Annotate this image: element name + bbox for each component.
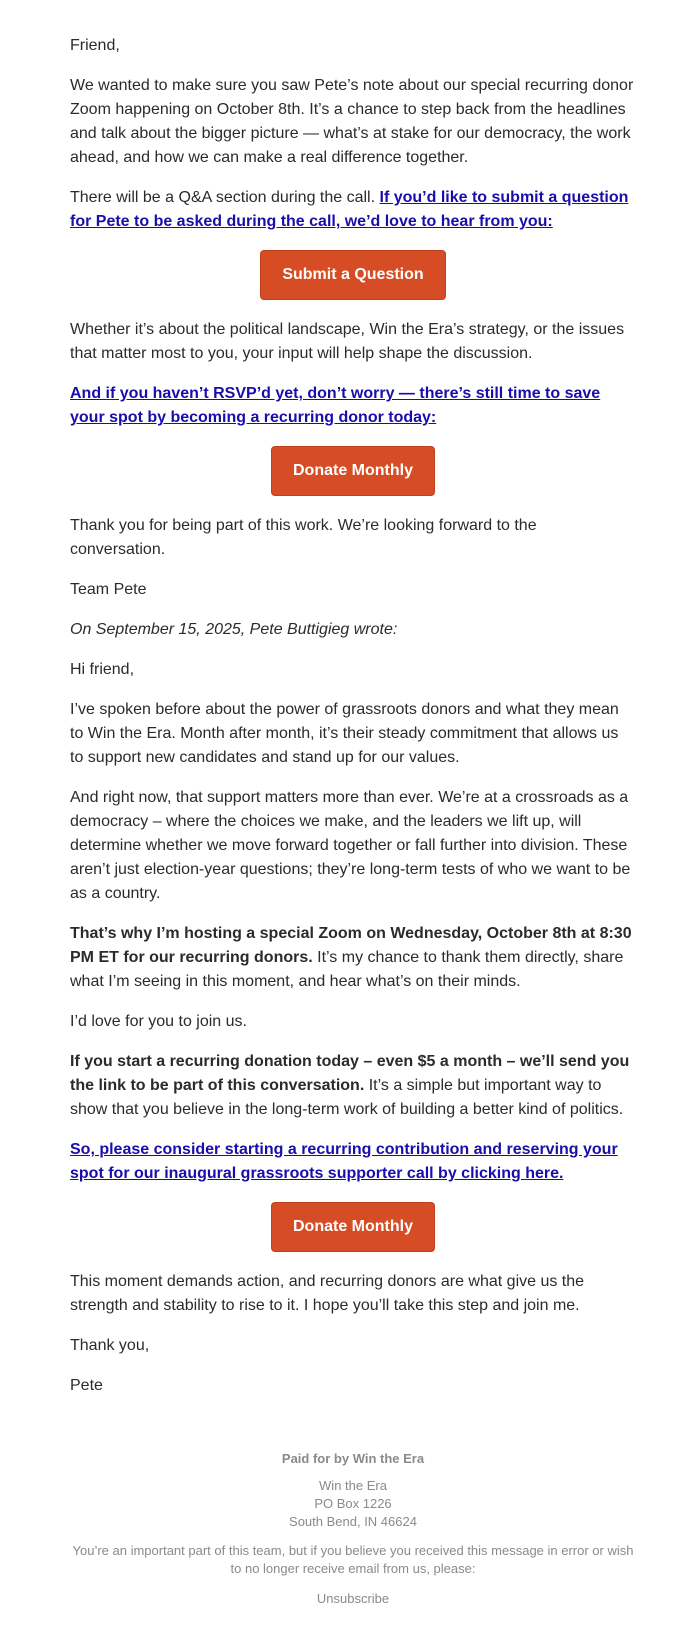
submit-question-button[interactable]: Submit a Question: [260, 250, 445, 300]
rsvp-paragraph: [70, 382, 636, 430]
unsubscribe-note: You’re an important part of this team, but if you believe you received this message in error or wish to no longer receive email from us, please:: [72, 1543, 634, 1576]
qa-paragraph: [70, 186, 636, 234]
quote-header: On September 15, 2025, Pete Buttigieg wrote:: [70, 621, 398, 638]
recurring-contribution-link[interactable]: So, please consider starting a recurring contribution and reserving your spot for our inaugural grassroots supporter call by clicking here.: [70, 1141, 618, 1182]
donate-monthly-button[interactable]: Donate Monthly: [271, 446, 435, 496]
thank-you-paragraph: Thank you for being part of this work. We’re looking forward to the conversation.: [70, 517, 537, 558]
paid-for-disclaimer: Paid for by Win the Era: [281, 1451, 425, 1466]
address-line-1: PO Box 1226: [314, 1496, 392, 1511]
submit-question-row: [70, 250, 636, 300]
qa-text: There will be a Q&A section during the call.: [70, 189, 380, 206]
quoted-paragraph-3: [70, 922, 636, 994]
input-paragraph: Whether it’s about the political landscape, Win the Era’s strategy, or the issues that matter most to you, your input will help shape the discussion.: [70, 321, 625, 362]
mailing-address: [70, 1477, 636, 1531]
intro-paragraph: We wanted to make sure you saw Pete’s note about our special recurring donor Zoom happening on October 8th. It’s a chance to step back from the headlines and talk about the bigger picture — what’s at stake for our democracy, the work ahead, and how we can make a real difference together.: [70, 77, 634, 166]
unsubscribe-link[interactable]: Unsubscribe: [316, 1591, 390, 1606]
donation-offer: If you start a recurring donation today – even $5 a month – we’ll send you the link to be part of this conversation.: [70, 1053, 630, 1094]
zoom-details: It’s my chance to thank them directly, share what I’m seeing in this moment, and hear what’s on their minds.: [70, 949, 624, 990]
team-signoff: Team Pete: [70, 581, 147, 598]
org-name: Win the Era: [319, 1478, 387, 1493]
zoom-announcement: That’s why I’m hosting a special Zoom on Wednesday, October 8th at 8:30 PM ET for our recurring donors.: [70, 925, 632, 966]
donate-row-2: [70, 1202, 636, 1252]
quoted-greeting: Hi friend,: [70, 661, 135, 678]
quoted-paragraph-1: I’ve spoken before about the power of grassroots donors and what they mean to Win the Era. Month after month, it’s their steady commitment that allows us to support new candidates and stand up for our values.: [70, 701, 619, 766]
quoted-paragraph-2: And right now, that support matters more than ever. We’re at a crossroads as a democracy – where the choices we make, and the leaders we lift up, will determine whether we move forward together or fall further into division. These aren’t just election-year questions; they’re long-term tests of who we want to be as a country.: [70, 789, 631, 902]
rsvp-link[interactable]: And if you haven’t RSVP’d yet, don’t worry — there’s still time to save your spot by becoming a recurring donor today:: [70, 385, 601, 426]
closing: Thank you,: [70, 1337, 150, 1354]
donate-row-1: [70, 446, 636, 496]
submit-question-link[interactable]: If you’d like to submit a question for Pete to be asked during the call, we’d love to hear from you:: [70, 189, 629, 230]
signature: Pete: [70, 1377, 103, 1394]
quoted-paragraph-7: This moment demands action, and recurring donors are what give us the strength and stability to rise to it. I hope you’ll take this step and join me.: [70, 1273, 585, 1314]
quoted-paragraph-4: I’d love for you to join us.: [70, 1013, 247, 1030]
donate-monthly-button-2[interactable]: Donate Monthly: [271, 1202, 435, 1252]
email-body: [70, 34, 636, 1414]
address-line-2: South Bend, IN 46624: [289, 1514, 417, 1529]
donation-offer-rest: It’s a simple but important way to show that you believe in the long-term work of building a better kind of politics.: [70, 1077, 624, 1118]
quoted-paragraph-5: [70, 1050, 636, 1122]
quoted-paragraph-6: [70, 1138, 636, 1186]
greeting: Friend,: [70, 37, 120, 54]
email-footer: [70, 1450, 636, 1608]
